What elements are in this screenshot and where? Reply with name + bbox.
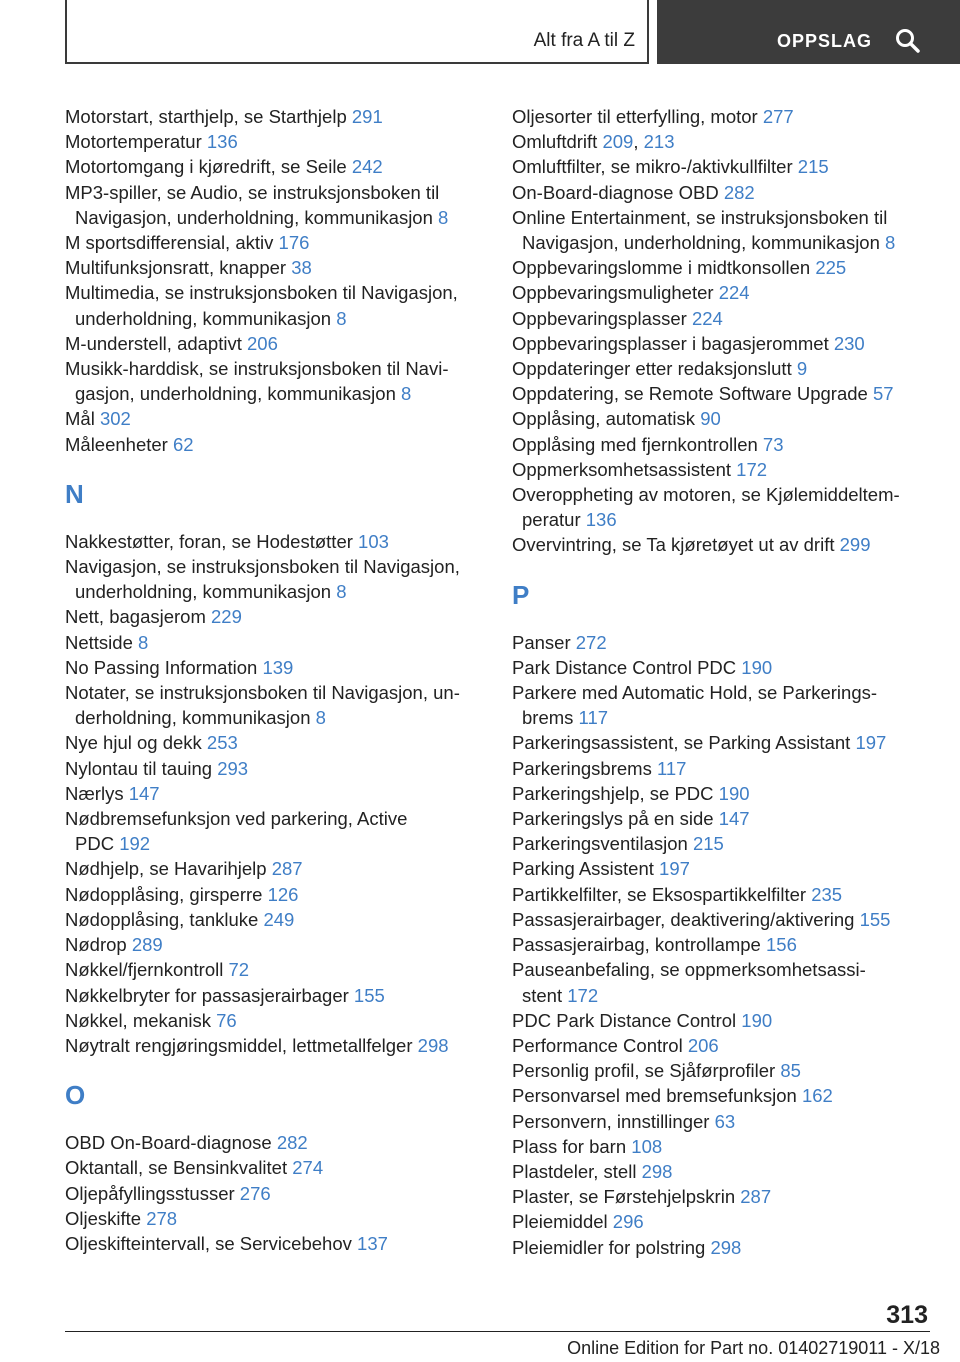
- page-link[interactable]: 136: [206, 131, 238, 153]
- index-entry: [65, 680, 485, 730]
- page-link[interactable]: 213: [643, 131, 675, 153]
- index-entry-text: Passasjerairbag, kontrollampe: [512, 934, 761, 956]
- index-entry: [512, 1008, 930, 1033]
- index-entry: [65, 882, 485, 907]
- index-entry: [512, 457, 930, 482]
- index-entry: [65, 1130, 485, 1155]
- page-link[interactable]: 190: [741, 656, 773, 678]
- page-link[interactable]: 253: [206, 732, 238, 754]
- index-entry-text: Parking Assistent: [512, 858, 654, 880]
- page-link[interactable]: 278: [146, 1207, 178, 1229]
- index-entry-text: Plastdeler, stell: [512, 1160, 637, 1182]
- page-link[interactable]: 63: [714, 1110, 736, 1132]
- index-column-left: [65, 104, 485, 1256]
- index-entry-text: Panser: [512, 631, 571, 653]
- page-link[interactable]: 90: [700, 408, 721, 430]
- index-entry: [65, 554, 485, 604]
- index-entry-text: Navigasjon, underholdning, kommunikasjon: [75, 206, 433, 228]
- index-entry-text: Navigasjon, se instruksjonsboken til Navigasjon,: [65, 556, 460, 578]
- index-entry-text: Nettside: [65, 631, 133, 653]
- page-link[interactable]: 298: [641, 1160, 673, 1182]
- index-entry-text: Overoppheting av motoren, se Kjølemiddeltem-: [512, 484, 900, 506]
- index-entry-text: Notater, se instruksjonsboken til Navigasjon, un-: [65, 682, 460, 704]
- index-entry: [65, 280, 485, 330]
- index-entry: [65, 806, 485, 856]
- page-link[interactable]: 296: [612, 1211, 644, 1233]
- index-entry: [512, 280, 930, 305]
- index-entry: [512, 406, 930, 431]
- index-entry: [65, 1033, 485, 1058]
- page-link[interactable]: 229: [211, 606, 242, 628]
- index-entry-text: Oktantall, se Bensinkvalitet: [65, 1157, 288, 1179]
- index-entry: [65, 1206, 485, 1231]
- page-link[interactable]: 224: [691, 307, 723, 329]
- page-link[interactable]: 126: [267, 883, 299, 905]
- index-entry: [512, 154, 930, 179]
- index-entry-text: Oppbevaringslomme i midtkonsollen: [512, 257, 811, 279]
- page-link[interactable]: 224: [718, 282, 750, 304]
- index-entry: [512, 730, 930, 755]
- page-link[interactable]: 287: [740, 1186, 772, 1208]
- search-icon[interactable]: [895, 28, 921, 54]
- header-section-tab: [65, 0, 649, 64]
- index-entry-text: Parkere med Automatic Hold, se Parkerings-: [512, 682, 878, 704]
- index-entry-text: Nakkestøtter, foran, se Hodestøtter: [65, 530, 353, 552]
- index-entry: [512, 1058, 930, 1083]
- index-entry: [65, 957, 485, 982]
- index-entry-text: Oljesorter til etterfylling, motor: [512, 106, 758, 127]
- page-link[interactable]: 76: [216, 1009, 237, 1031]
- header-section-title: Alt fra A til Z: [533, 30, 635, 51]
- index-entry: [512, 331, 930, 356]
- page-link[interactable]: 230: [833, 332, 865, 354]
- index-entry: [65, 1231, 485, 1256]
- page-link[interactable]: 62: [172, 433, 194, 455]
- page-link[interactable]: 190: [718, 782, 750, 804]
- page-link[interactable]: 298: [710, 1236, 742, 1258]
- page-link[interactable]: 117: [656, 757, 687, 779]
- page-link[interactable]: 139: [262, 656, 294, 678]
- index-entry: [512, 482, 930, 532]
- index-entry: [65, 529, 485, 554]
- index-entry-text: Pauseanbefaling, se oppmerksomhetsassi-: [512, 959, 866, 981]
- index-entry-text: Pleiemidler for polstring: [512, 1236, 706, 1258]
- page-link[interactable]: 293: [217, 757, 249, 779]
- index-entry-text: Multimedia, se instruksjonsboken til Navigasjon,: [65, 282, 458, 304]
- page-link[interactable]: 155: [353, 984, 385, 1006]
- index-entry-text: Nøytralt rengjøringsmiddel, lettmetallfelger: [65, 1034, 413, 1056]
- page-link[interactable]: 197: [659, 858, 690, 880]
- page-link[interactable]: 235: [811, 883, 843, 905]
- index-entry-text: Musikk-harddisk, se instruksjonsboken til Navi-: [65, 358, 449, 380]
- page-link[interactable]: 8: [401, 383, 412, 405]
- footer-edition-text: Online Edition for Part no. 01402719011 - X/18: [567, 1338, 940, 1358]
- page-link[interactable]: 137: [357, 1232, 388, 1254]
- index-entry: [512, 306, 930, 331]
- lookup-button[interactable]: [657, 0, 960, 64]
- page-link[interactable]: 190: [741, 1009, 773, 1031]
- index-entry-text: underholdning, kommunikasjon: [75, 307, 332, 329]
- index-entry-text: Nærlys: [65, 782, 124, 804]
- index-entry-text: Parkeringsventilasjon: [512, 833, 688, 855]
- page-link[interactable]: 272: [575, 631, 607, 653]
- page-link[interactable]: 172: [567, 984, 599, 1006]
- index-entry: [65, 983, 485, 1008]
- index-entry: [512, 806, 930, 831]
- index-entry-text: Park Distance Control PDC: [512, 656, 737, 678]
- page-link[interactable]: 162: [801, 1085, 833, 1107]
- page-link[interactable]: 289: [131, 934, 163, 956]
- page-link[interactable]: 8: [885, 232, 896, 254]
- index-entry: [512, 432, 930, 457]
- index-entry-text: stent: [522, 984, 563, 1006]
- page-link[interactable]: 8: [336, 581, 347, 603]
- index-entry-text: Parkeringsassistent, se Parking Assistant: [512, 732, 851, 754]
- index-entry-text: Nødopplåsing, girsperre: [65, 883, 263, 905]
- index-entry-text: Nøkkel/fjernkontroll: [65, 959, 224, 981]
- index-entry-text: Navigasjon, underholdning, kommunikasjon: [522, 232, 880, 254]
- page-link[interactable]: 291: [351, 106, 383, 127]
- page-link[interactable]: 9: [796, 358, 808, 380]
- index-entry-text: M sportsdifferensial, aktiv: [65, 232, 274, 254]
- index-entry-text: OBD On-Board-diagnose: [65, 1132, 272, 1154]
- index-entry-text: Nylontau til tauing: [65, 757, 213, 779]
- index-entry-text: Opplåsing med fjernkontrollen: [512, 433, 758, 455]
- index-entry-text: peratur: [522, 509, 581, 531]
- index-entry: [65, 932, 485, 957]
- index-entry-text: Oppdateringer etter redaksjonslutt: [512, 358, 792, 380]
- page-link[interactable]: 282: [276, 1132, 308, 1154]
- index-entry-text: PDC: [75, 833, 115, 855]
- page-link[interactable]: 176: [278, 232, 310, 254]
- index-entry-text: Multifunksjonsratt, knapper: [65, 257, 287, 279]
- page-link[interactable]: 242: [351, 156, 383, 178]
- index-entry: [65, 1155, 485, 1180]
- index-entry: [512, 655, 930, 680]
- index-entry-text: Nye hjul og dekk: [65, 732, 202, 754]
- page-link[interactable]: 287: [271, 858, 303, 880]
- index-entry: [512, 205, 930, 255]
- index-entry: [512, 1033, 930, 1058]
- index-entry: [65, 154, 485, 179]
- page-link[interactable]: 298: [417, 1034, 449, 1056]
- index-entry: [512, 781, 930, 806]
- index-entry: [65, 856, 485, 881]
- index-entry-text: Passasjerairbager, deaktivering/aktivering: [512, 908, 855, 930]
- index-entry: [512, 381, 930, 406]
- index-entry: [65, 781, 485, 806]
- index-entry: [65, 356, 485, 406]
- index-entry: [512, 255, 930, 280]
- index-entry-text: Overvintring, se Ta kjøretøyet ut av drift: [512, 534, 835, 556]
- index-entry-text: Nødrop: [65, 934, 127, 956]
- index-entry: [65, 129, 485, 154]
- page-link[interactable]: 209: [602, 131, 634, 153]
- index-entry: [512, 1083, 930, 1108]
- index-entry-text: Oljeskifte: [65, 1207, 142, 1229]
- index-entry-text: Motortemperatur: [65, 131, 202, 153]
- index-entry: [512, 932, 930, 957]
- index-entry: [65, 1008, 485, 1033]
- page-link[interactable]: 8: [315, 707, 326, 729]
- page-link[interactable]: 103: [358, 530, 389, 552]
- index-entry: [512, 1159, 930, 1184]
- page-link[interactable]: 276: [239, 1182, 271, 1204]
- index-entry-text: MP3-spiller, se Audio, se instruksjonsboken til: [65, 181, 440, 203]
- page-link[interactable]: 38: [291, 257, 312, 279]
- index-letter-heading: O: [65, 1080, 86, 1111]
- page-link[interactable]: 215: [692, 833, 724, 855]
- page-link[interactable]: 206: [687, 1034, 719, 1056]
- index-entry-text: Motortomgang i kjøredrift, se Seile: [65, 156, 347, 178]
- index-entry: [512, 180, 930, 205]
- index-entry-text: underholdning, kommunikasjon: [75, 581, 332, 603]
- index-entry-text: brems: [522, 707, 574, 729]
- index-entry-text: On-Board-diagnose OBD: [512, 181, 719, 203]
- page-link[interactable]: 57: [872, 383, 894, 405]
- page-link[interactable]: 73: [762, 433, 784, 455]
- index-entry-text: Plaster, se Førstehjelpskrin: [512, 1186, 736, 1208]
- index-entry: [65, 180, 485, 230]
- index-entry-text: Parkeringsbrems: [512, 757, 652, 779]
- index-entry: [65, 255, 485, 280]
- index-entry: [512, 756, 930, 781]
- index-entry-text: Personvarsel med bremsefunksjon: [512, 1085, 797, 1107]
- index-entry-text: M-understell, adaptivt: [65, 332, 242, 354]
- page-link[interactable]: 156: [766, 934, 797, 956]
- index-entry-text: Opplåsing, automatisk: [512, 408, 696, 430]
- index-entry-text: Partikkelfilter, se Eksospartikkelfilter: [512, 883, 807, 905]
- page-link[interactable]: 197: [855, 732, 887, 754]
- index-entry: [65, 756, 485, 781]
- index-entry-text: Nøkkel, mekanisk: [65, 1009, 211, 1031]
- index-entry: [512, 356, 930, 381]
- page-link[interactable]: 147: [128, 782, 160, 804]
- page-link[interactable]: 117: [578, 707, 609, 729]
- page-link[interactable]: 8: [336, 307, 347, 329]
- index-entry-text: Motorstart, starthjelp, se Starthjelp: [65, 106, 347, 127]
- index-entry-text: Parkeringslys på en side: [512, 808, 714, 830]
- page-link[interactable]: 172: [736, 458, 768, 480]
- index-column-right: [512, 104, 930, 1260]
- index-entry-text: Nett, bagasjerom: [65, 606, 206, 628]
- page-link[interactable]: 8: [138, 631, 149, 653]
- index-entry-text: Performance Control: [512, 1034, 683, 1056]
- index-entry: [65, 331, 485, 356]
- index-entry: [512, 1109, 930, 1134]
- index-entry: Omluftdrift 209, 213: [512, 131, 675, 153]
- index-entry-text: Oppdatering, se Remote Software Upgrade: [512, 383, 868, 405]
- page-link[interactable]: 147: [718, 808, 750, 830]
- index-entry: [512, 1235, 930, 1260]
- footer-divider: [65, 1331, 930, 1332]
- index-entry-text: Nøkkelbryter for passasjerairbager: [65, 984, 349, 1006]
- index-entry-text: PDC Park Distance Control: [512, 1009, 737, 1031]
- index-entry-text: No Passing Information: [65, 656, 258, 678]
- index-entry-text: Pleiemiddel: [512, 1211, 608, 1233]
- index-entry: [512, 831, 930, 856]
- index-entry: [65, 230, 485, 255]
- page-link[interactable]: 72: [228, 959, 250, 981]
- index-entry: [512, 856, 930, 881]
- page-link[interactable]: 274: [292, 1157, 324, 1179]
- index-entry-text: Mål: [65, 408, 95, 430]
- index-entry: [512, 1209, 930, 1234]
- page-link[interactable]: 108: [631, 1135, 663, 1157]
- index-entry-text: Oppmerksomhetsassistent: [512, 458, 732, 480]
- page-link[interactable]: 282: [723, 181, 755, 203]
- index-entry-text: Personlig profil, se Sjåførprofiler: [512, 1060, 776, 1082]
- page-link[interactable]: 155: [859, 908, 891, 930]
- index-entry: [512, 907, 930, 932]
- index-entry-text: derholdning, kommunikasjon: [75, 707, 311, 729]
- page-link[interactable]: 277: [762, 106, 794, 127]
- page-link[interactable]: 8: [438, 206, 449, 228]
- index-entry: [65, 104, 485, 129]
- index-entry: [65, 406, 485, 431]
- index-entry: [512, 1184, 930, 1209]
- index-entry: [512, 630, 930, 655]
- index-entry-text: Online Entertainment, se instruksjonsboken til: [512, 206, 888, 228]
- index-entry-text: Nødhjelp, se Havarihjelp: [65, 858, 267, 880]
- index-entry-text: Oppbevaringsplasser i bagasjerommet: [512, 332, 829, 354]
- index-entry: [65, 432, 485, 457]
- index-entry: [65, 604, 485, 629]
- index-entry-text: gasjon, underholdning, kommunikasjon: [75, 383, 396, 405]
- index-entry-text: Oppbevaringsmuligheter: [512, 282, 714, 304]
- page-link[interactable]: 299: [839, 534, 871, 556]
- page-link[interactable]: 302: [99, 408, 131, 430]
- page-link[interactable]: 192: [119, 833, 151, 855]
- index-entry: [65, 907, 485, 932]
- page-link[interactable]: 136: [585, 509, 617, 531]
- index-entry-text: Omluftfilter, se mikro-/aktivkullfilter: [512, 156, 793, 178]
- index-entry: [512, 680, 930, 730]
- page-link[interactable]: 85: [780, 1060, 801, 1082]
- index-entry: [512, 882, 930, 907]
- index-entry-text: Plass for barn: [512, 1135, 627, 1157]
- page-link[interactable]: 215: [797, 156, 829, 178]
- index-letter-heading: P: [512, 579, 530, 610]
- index-entry-text: Parkeringshjelp, se PDC: [512, 782, 714, 804]
- index-entry: [512, 1134, 930, 1159]
- page-link[interactable]: 225: [815, 257, 847, 279]
- index-entry: [512, 957, 930, 1007]
- index-entry-text: Oppbevaringsplasser: [512, 307, 687, 329]
- index-entry-text: Oljeskifteintervall, se Servicebehov: [65, 1232, 352, 1254]
- page-link[interactable]: 249: [263, 908, 295, 930]
- lookup-button-label: OPPSLAG: [777, 31, 873, 51]
- index-entry: [512, 532, 930, 557]
- index-entry-text: Måleenheter: [65, 433, 168, 455]
- index-entry: [65, 630, 485, 655]
- index-entry-text: Omluftdrift: [512, 131, 598, 153]
- index-letter-heading: N: [65, 478, 84, 509]
- index-entry: [65, 1181, 485, 1206]
- index-entry: [65, 655, 485, 680]
- index-entry: [512, 104, 930, 129]
- index-entry-text: Nødopplåsing, tankluke: [65, 908, 259, 930]
- index-entry-text: Personvern, innstillinger: [512, 1110, 710, 1132]
- page-link[interactable]: 206: [247, 332, 278, 354]
- index-entry-text: Oljepåfyllingsstusser: [65, 1182, 235, 1204]
- index-entry: [65, 730, 485, 755]
- index-entry-text: Nødbremsefunksjon ved parkering, Active: [65, 808, 408, 830]
- page-number: 313: [886, 1301, 928, 1329]
